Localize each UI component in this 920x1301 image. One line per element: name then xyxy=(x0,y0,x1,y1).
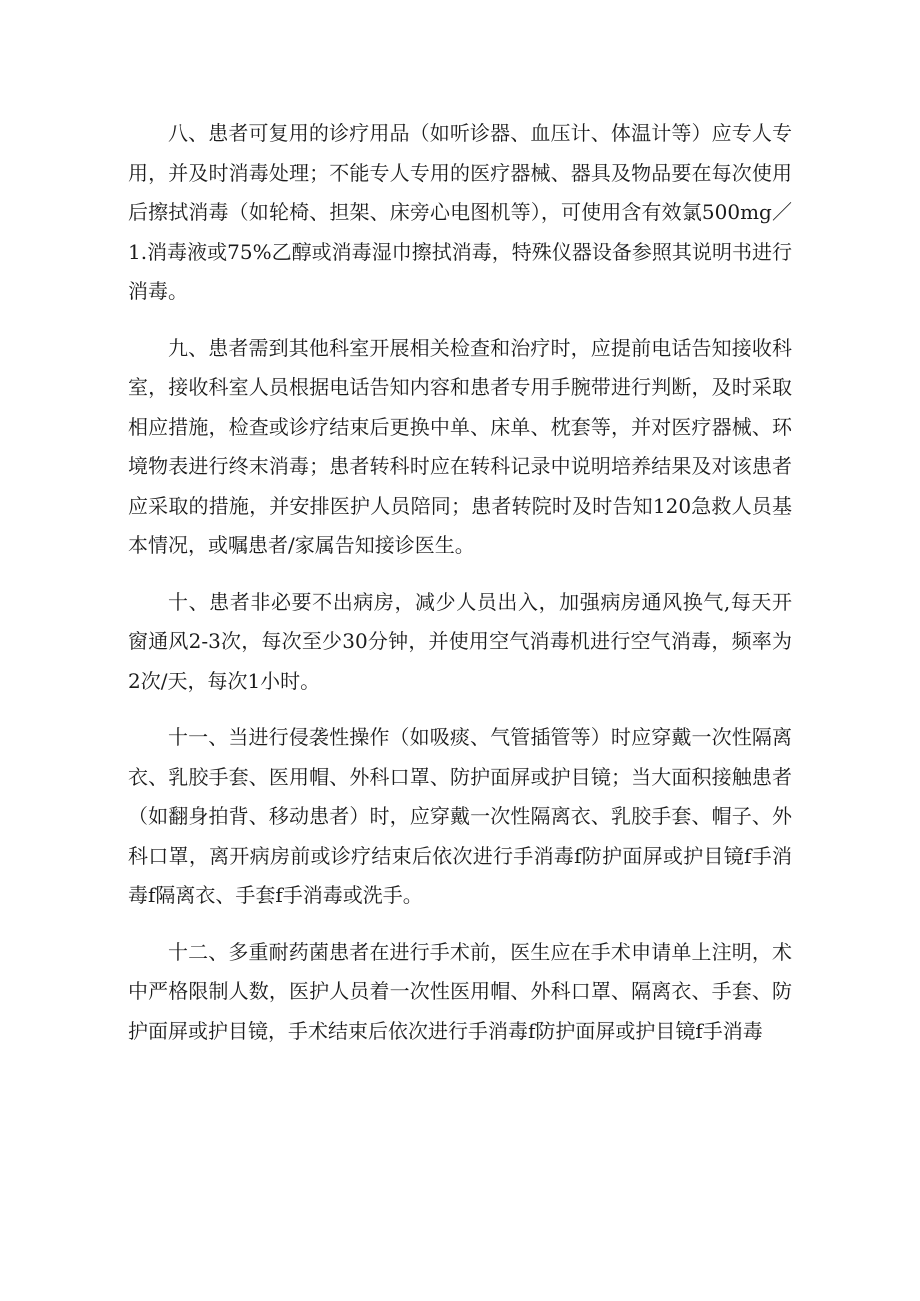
paragraph-11: 十一、当进行侵袭性操作（如吸痰、气管插管等）时应穿戴一次性隔离衣、乳胶手套、医用帽、外科口罩、防护面屏或护目镜；当大面积接触患者（如翻身拍背、移动患者）时，应穿戴一次性隔离衣、乳胶手套、帽子、外科口罩，离开病房前或诊疗结束后依次进行手消毒f防护面屏或护目镜f手消毒f隔离衣、手套f手消毒或洗手。 xyxy=(128,725,792,907)
paragraph-10: 十、患者非必要不出病房，减少人员出入，加强病房通风换气,每天开窗通风2-3次，每次至少30分钟，并使用空气消毒机进行空气消毒，频率为2次/天，每次1小时。 xyxy=(128,589,792,693)
document-body xyxy=(128,114,792,1068)
paragraph-8: 八、患者可复用的诊疗用品（如听诊器、血压计、体温计等）应专人专用，并及时消毒处理；不能专人专用的医疗器械、器具及物品要在每次使用后擦拭消毒（如轮椅、担架、床旁心电图机等），可使用含有效氯500mg／1.消毒液或75%乙醇或消毒湿巾擦拭消毒，特殊仪器设备参照其说明书进行消毒。 xyxy=(128,121,792,303)
paragraph-9: 九、患者需到其他科室开展相关检查和治疗时，应提前电话告知接收科室，接收科室人员根据电话告知内容和患者专用手腕带进行判断，及时采取相应措施，检查或诊疗结束后更换中单、床单、枕套等，并对医疗器械、环境物表进行终末消毒；患者转科时应在转科记录中说明培养结果及对该患者应采取的措施，并安排医护人员陪同；患者转院时及时告知120急救人员基本情况，或嘱患者/家属告知接诊医生。 xyxy=(128,335,792,557)
paragraph-12: 十二、多重耐药菌患者在进行手术前，医生应在手术申请单上注明，术中严格限制人数，医护人员着一次性医用帽、外科口罩、隔离衣、手套、防护面屏或护目镜，手术结束后依次进行手消毒f防护面屏或护目镜f手消毒 xyxy=(128,939,792,1043)
